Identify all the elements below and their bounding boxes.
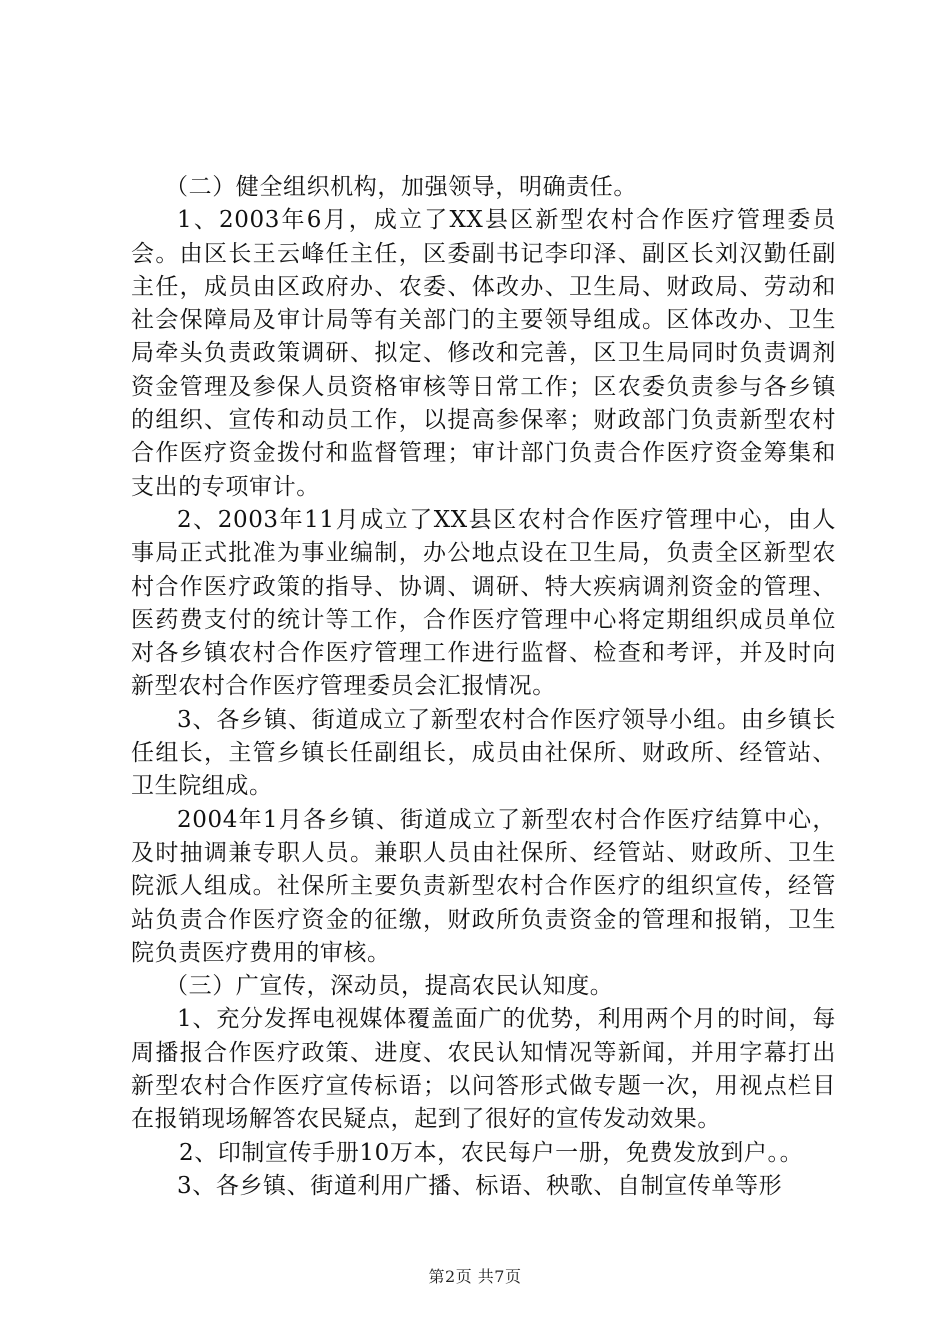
body-paragraph: 2、2003年11月成立了XX县区农村合作医疗管理中心，由人事局正式批准为事业编制，办公地点设在卫生局，负责全区新型农村合作医疗政策的指导、协调、调研、特大疾病调剂资金的管理、医药费支付的统计等工作，合作医疗管理中心将定期组织成员单位对各乡镇农村合作医疗管理工作进行监督、检查和考评，并及时向新型农村合作医疗管理委员会汇报情况。	[131, 506, 836, 700]
body-paragraph: 1、2003年6月，成立了XX县区新型农村合作医疗管理委员会。由区长王云峰任主任，区委副书记李印泽、副区长刘汉勤任副主任，成员由区政府办、农委、体改办、卫生局、财政局、劳动和社会保障局及审计局等有关部门的主要领导组成。区体改办、卫生局牵头负责政策调研、拟定、修改和完善，区卫生局同时负责调剂资金管理及参保人员资格审核等日常工作；区农委负责参与各乡镇的组织、宣传和动员工作，以提高参保率；财政部门负责新型农村合作医疗资金拨付和监督管理；审计部门负责合作医疗资金筹集和支出的专项审计。	[131, 207, 836, 500]
body-paragraph: 2004年1月各乡镇、街道成立了新型农村合作医疗结算中心，及时抽调兼专职人员。兼职人员由社保所、经管站、财政所、卫生院派人组成。社保所主要负责新型农村合作医疗的组织宣传，经管站负责合作医疗资金的征缴，财政所负责资金的管理和报销，卫生院负责医疗费用的审核。	[131, 806, 836, 966]
body-paragraph: 3、各乡镇、街道利用广播、标语、秧歌、自制宣传单等形	[177, 1172, 783, 1199]
body-paragraph: 1、充分发挥电视媒体覆盖面广的优势，利用两个月的时间，每周播报合作医疗政策、进度、农民认知情况等新闻，并用字幕打出新型农村合作医疗宣传标语；以问答形式做专题一次，用视点栏目在报销现场解答农民疑点，起到了很好的宣传发动效果。	[131, 1006, 836, 1133]
document-body	[131, 171, 836, 1203]
body-paragraph: 3、各乡镇、街道成立了新型农村合作医疗领导小组。由乡镇长任组长，主管乡镇长任副组长，成员由社保所、财政所、经管站、卫生院组成。	[131, 706, 836, 800]
page-number-footer: 第2页 共7页	[428, 1267, 522, 1286]
section-3-heading: （三）广宣传，深动员，提高农民认知度。	[165, 973, 614, 1000]
section-2-heading: （二）健全组织机构，加强领导，明确责任。	[165, 174, 637, 200]
body-paragraph: 2、印制宣传手册10万本，农民每户一册，免费发放到户。。	[179, 1139, 804, 1166]
